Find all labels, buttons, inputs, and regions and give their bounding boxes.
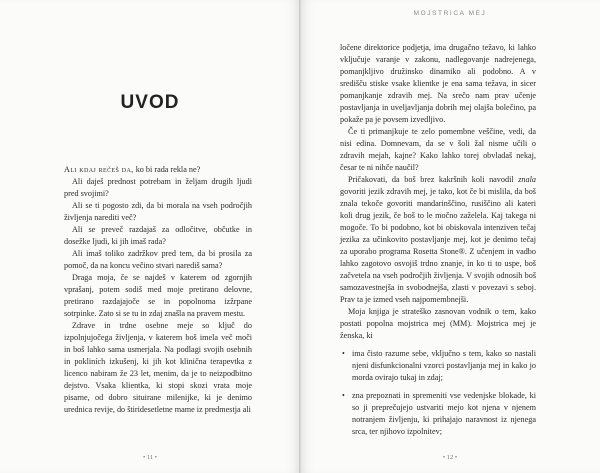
text-run: govoriti jezik zdravih mej, je tako, kot če bi mislila, da boš znala tekoče govoriti mandarinščino, rusiščino ali kateri koli drug jezik, če boš to le močno zaželela. Kaj takega ni mogoče. To bi podobno, kot bi obiskovala intenziven tečaj jezika za učinkovito postavljanje mej, kot je denimo tečaj za uporabo programa Rosetta Stone®. Z učenjem in vadbo lahko zagotovo osvojiš trdno znanje, in ko ti to uspe, boš začvetela na vseh področjih življenja. V svojih odnosih boš samozavestnejša in svobodnejša, zlasti v povezavi s seboj. Prav ta je izmed vseh najpomembnejši. xyxy=(340,187,536,304)
body-paragraph: ločene direktorice podjetja, ima drugačno težavo, ki lahko vključuje varanje v zakonu, nadlegovanje nadrejenega, pomanjkljivo družinsko dinamiko ali podobno. A v središču stiske vsake klientke je ena sama težava, in sicer pomanjkanje zdravih mej. Na srečo nam prav učenje postavljanja in uveljavljanja dobrih mej olajša bolečino, pa pokaže pa je povsem izvedljivo. xyxy=(340,43,536,124)
chapter-title: UVOD xyxy=(120,92,180,113)
lead-smallcaps: Ali kdaj rečeš da, xyxy=(64,165,134,174)
body-paragraph: Ali daješ prednost potrebam in željam drugih ljudi pred svojimi? xyxy=(64,177,252,198)
body-paragraph: Zdrave in trdne osebne meje so ključ do izpolnjujočega življenja, v katerem boš imela več moči in boš lahko sama usmerjala. Na podlagi svojih osebnih in pokliních izkušenj, ki jih kot klinična terapevtka z licenco nabiram že 23 let, menim, da je to neizpodbitno dejstvo. Vsaka klientka, ki stopi skozi vrata moje pisarne, od dobro situirane milenijke, ki je denimo urednica revije, do štiridesetletne mame iz predmestja ali xyxy=(64,321,252,414)
text-run: Pričakovati, da boš brez kakršnih koli navodil xyxy=(348,175,519,184)
lead-rest: ko bi rada rekla ne? xyxy=(133,165,201,174)
body-paragraph: Ali imaš toliko zadržkov pred tem, da bi prosila za pomoč, da na koncu večino stvari narediš sama? xyxy=(64,249,252,270)
page-number-right: • 12 • xyxy=(442,454,458,461)
body-paragraph: Ali se ti pogosto zdi, da bi morala na vseh področjih življenja narediti več? xyxy=(64,201,252,222)
page-number-left: • 11 • xyxy=(142,454,158,461)
body-paragraph: Če ti primanjkuje te zelo pomembne veščine, vedi, da nisi edina. Domnevam, da se v šoli žal nisme učili o zdravih mejah, kajne? Kako lahko torej obvladaš nekaj, česar te ni nihče naučil? xyxy=(340,127,536,172)
bullet-list xyxy=(340,348,536,438)
body-paragraph xyxy=(340,174,536,306)
left-page-body xyxy=(64,164,252,416)
lead-paragraph xyxy=(64,164,252,176)
running-head: MOJSTRICA MEJ xyxy=(413,10,487,17)
body-paragraph: Ali se preveč razdajaš za odločitve, občutke in dosežke ljudi, ki jih imaš rada? xyxy=(64,225,252,246)
right-page-body xyxy=(340,42,536,444)
emphasis: znala xyxy=(518,175,536,184)
book-gutter xyxy=(299,0,301,473)
list-item: • ima čisto razume sebe, vključno s tem, kako so nastali njeni disfunkcionalni vzorci postavljanja mej in kako jo morda ovirajo tukaj in zdaj; xyxy=(352,348,536,384)
body-paragraph: Draga moja, če se najdeš v katerem od zgornjih vprašanj, potem sodiš med moje pretirano delovne, pretirano razdajajoče se in popolnoma izžrpane sotrpinke. Zato si se tu in zdaj znašla na pravem mestu. xyxy=(64,273,252,318)
body-paragraph: Moja knjiga je strateško zasnovan vodnik o tem, kako postati popolna mojstrica mej (MM). Mojstrica mej je ženska, ki xyxy=(340,307,536,340)
right-page xyxy=(300,0,600,473)
list-item: • zna prepoznati in spremeniti vse vedenjske blokade, ki so ji preprečujejo ustvariti mejo kot njena v njenem notranjem življenju, ki prihajajo naravnost iz njenega srca, ter njihovo izpolnitev; xyxy=(352,390,536,438)
